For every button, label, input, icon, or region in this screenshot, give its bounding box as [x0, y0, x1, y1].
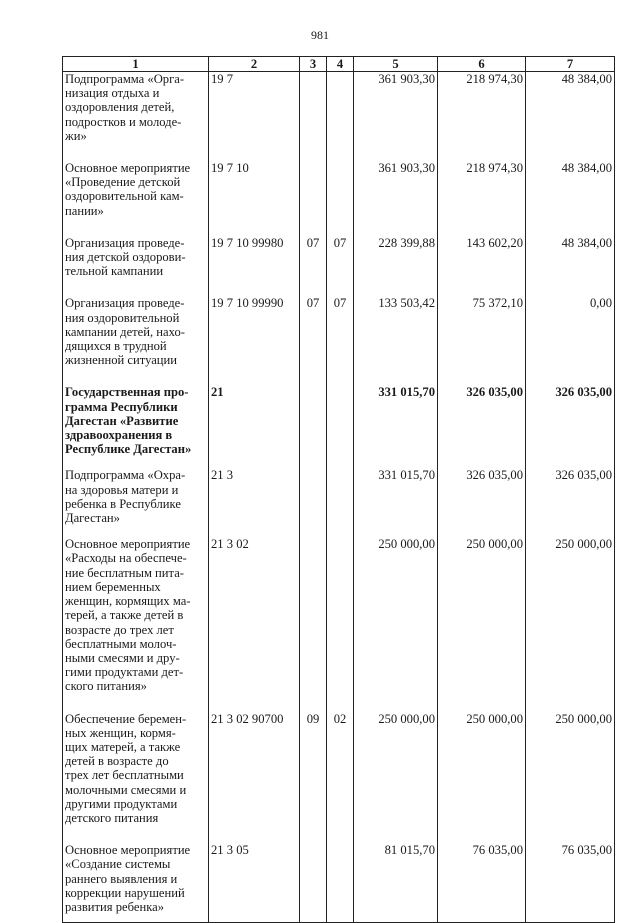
row-value-cell: 218 974,30 — [438, 161, 526, 236]
row-name-cell: Основное мероприятие «Проведение детской оздоровительной кам- пании» — [63, 161, 209, 236]
row-value-cell: 48 384,00 — [526, 236, 615, 297]
row-value-cell: 326 035,00 — [526, 468, 615, 537]
row-code-cell: 19 7 — [209, 72, 300, 162]
row-section-cell: 07 — [300, 236, 327, 297]
row-value-cell: 81 015,70 — [354, 843, 438, 923]
row-code-cell: 21 — [209, 385, 300, 468]
table-row — [63, 236, 615, 297]
row-code-cell: 21 3 05 — [209, 843, 300, 923]
row-value-cell: 331 015,70 — [354, 385, 438, 468]
row-value-cell: 48 384,00 — [526, 161, 615, 236]
row-name-cell: Обеспечение беремен- ных женщин, кормя- щих матерей, а также детей в возрасте до трех лет бесплатными молочными смесями и другими продуктами детского питания — [63, 712, 209, 844]
row-subsection-cell: 02 — [327, 712, 354, 844]
table-row — [63, 537, 615, 711]
page-number: 981 — [311, 28, 329, 42]
row-subsection-cell — [327, 468, 354, 537]
row-name-cell: Организация проведе- ния оздоровительной кампании детей, нахо- дящихся в трудной жизненной ситуации — [63, 296, 209, 385]
table-row — [63, 712, 615, 844]
table-header-row — [63, 57, 615, 72]
column-header: 3 — [300, 57, 327, 72]
table-body — [63, 72, 615, 923]
row-value-cell: 76 035,00 — [438, 843, 526, 923]
table-row — [63, 296, 615, 385]
row-value-cell: 361 903,30 — [354, 161, 438, 236]
row-subsection-cell: 07 — [327, 236, 354, 297]
row-name-cell: Организация проведе- ния детской оздорови- тельной кампании — [63, 236, 209, 297]
row-value-cell: 250 000,00 — [526, 537, 615, 711]
table-row — [63, 385, 615, 468]
row-value-cell: 250 000,00 — [526, 712, 615, 844]
row-value-cell: 75 372,10 — [438, 296, 526, 385]
row-name-cell: Подпрограмма «Орга- низация отдыха и оздоровления детей, подростков и молоде- жи» — [63, 72, 209, 162]
row-value-cell: 0,00 — [526, 296, 615, 385]
table-row — [63, 468, 615, 537]
row-name-cell: Основное мероприятие «Расходы на обеспече- ние бесплатным пита- нием беременных женщин, кормящих ма- терей, а также детей в возрасте до трех лет бесплатными молоч- ными смесями и дру- гими продуктами дет- ского питания» — [63, 537, 209, 711]
row-section-cell: 07 — [300, 296, 327, 385]
row-value-cell: 250 000,00 — [438, 712, 526, 844]
table-row — [63, 161, 615, 236]
row-subsection-cell — [327, 843, 354, 923]
row-value-cell: 48 384,00 — [526, 72, 615, 162]
row-code-cell: 21 3 02 — [209, 537, 300, 711]
row-subsection-cell — [327, 161, 354, 236]
row-name-cell: Государственная про- грамма Республики Дагестан «Развитие здравоохранения в Республике Дагестан» — [63, 385, 209, 468]
row-subsection-cell — [327, 537, 354, 711]
budget-table — [62, 56, 615, 923]
row-subsection-cell — [327, 385, 354, 468]
column-header: 7 — [526, 57, 615, 72]
row-value-cell: 250 000,00 — [354, 712, 438, 844]
table-row — [63, 843, 615, 923]
row-value-cell: 250 000,00 — [438, 537, 526, 711]
row-value-cell: 326 035,00 — [438, 468, 526, 537]
column-header: 2 — [209, 57, 300, 72]
row-value-cell: 218 974,30 — [438, 72, 526, 162]
row-name-cell: Подпрограмма «Охра- на здоровья матери и ребенка в Республике Дагестан» — [63, 468, 209, 537]
row-code-cell: 19 7 10 99990 — [209, 296, 300, 385]
row-value-cell: 133 503,42 — [354, 296, 438, 385]
column-header: 6 — [438, 57, 526, 72]
row-section-cell — [300, 161, 327, 236]
column-header: 5 — [354, 57, 438, 72]
row-code-cell: 21 3 02 90700 — [209, 712, 300, 844]
row-value-cell: 326 035,00 — [438, 385, 526, 468]
row-code-cell: 19 7 10 — [209, 161, 300, 236]
row-value-cell: 76 035,00 — [526, 843, 615, 923]
row-section-cell — [300, 385, 327, 468]
row-value-cell: 228 399,88 — [354, 236, 438, 297]
row-value-cell: 331 015,70 — [354, 468, 438, 537]
table-row — [63, 72, 615, 162]
row-subsection-cell: 07 — [327, 296, 354, 385]
row-code-cell: 19 7 10 99980 — [209, 236, 300, 297]
row-section-cell — [300, 537, 327, 711]
row-value-cell: 143 602,20 — [438, 236, 526, 297]
column-header: 4 — [327, 57, 354, 72]
column-header: 1 — [63, 57, 209, 72]
row-value-cell: 250 000,00 — [354, 537, 438, 711]
row-section-cell — [300, 72, 327, 162]
row-value-cell: 326 035,00 — [526, 385, 615, 468]
row-name-cell: Основное мероприятие «Создание системы раннего выявления и коррекции нарушений развития ребенка» — [63, 843, 209, 923]
row-value-cell: 361 903,30 — [354, 72, 438, 162]
row-section-cell: 09 — [300, 712, 327, 844]
row-section-cell — [300, 843, 327, 923]
row-code-cell: 21 3 — [209, 468, 300, 537]
row-subsection-cell — [327, 72, 354, 162]
row-section-cell — [300, 468, 327, 537]
